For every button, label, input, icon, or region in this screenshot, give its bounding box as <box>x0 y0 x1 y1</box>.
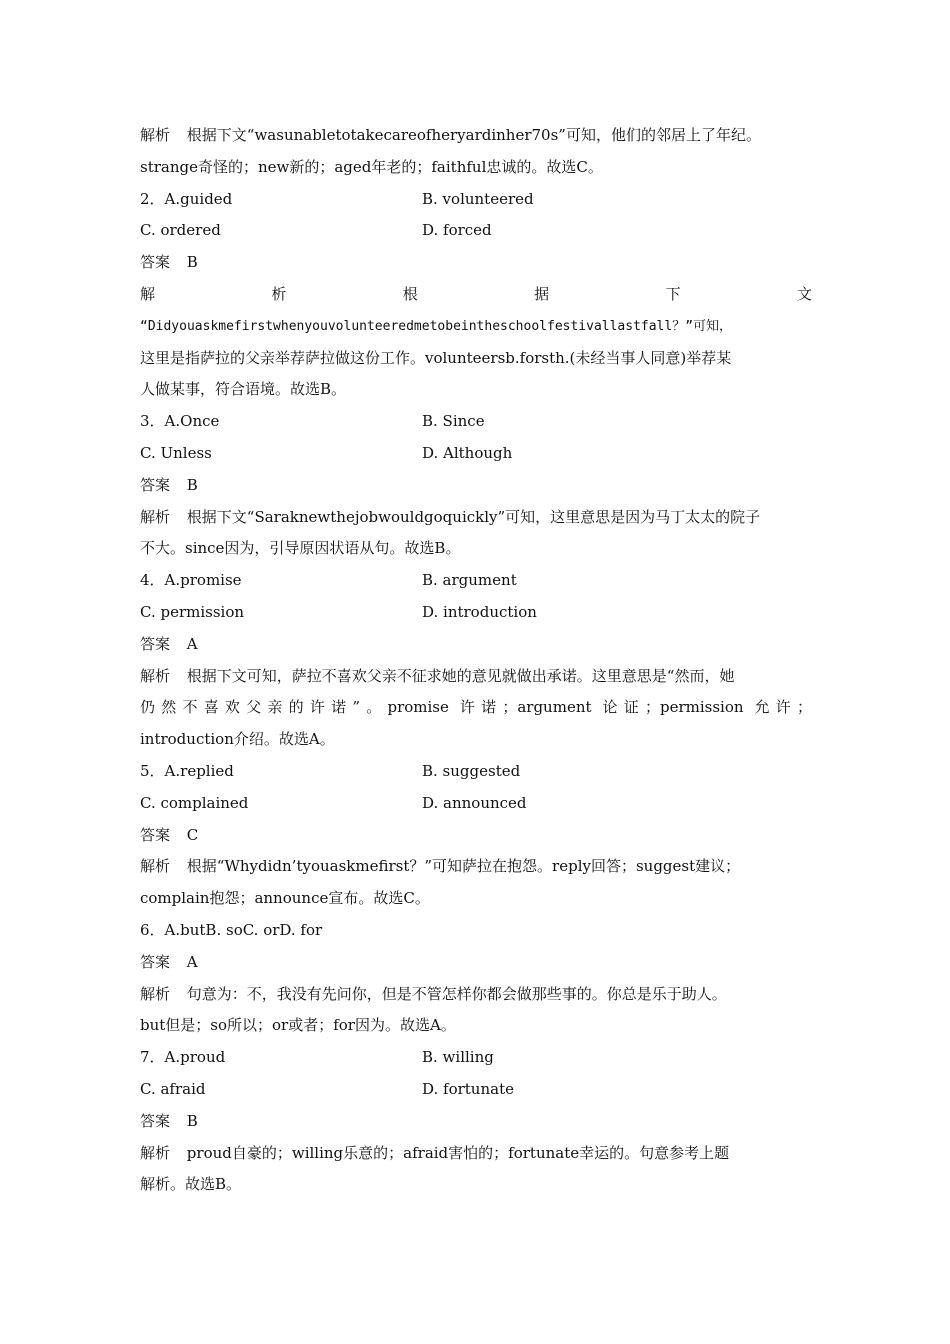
spread-char: 析 <box>271 284 287 303</box>
q3-option-a: 3．A.Once <box>140 412 220 431</box>
q6-analysis-line2: but但是；so所以；or或者；for因为。故选A。 <box>140 1016 456 1035</box>
q7-option-d: D. fortunate <box>422 1079 514 1098</box>
q3-options-row2 <box>140 438 812 470</box>
q7-analysis-line1 <box>140 1138 812 1170</box>
spread-char: 根 <box>402 284 418 303</box>
answer-label: 答案 <box>140 1111 171 1130</box>
q2-analysis-line3: 人做某事，符合语境。故选B。 <box>140 380 347 399</box>
analysis-text: 根据下文“Saraknewthejobwouldgoquickly”可知，这里意思是因为马丁太太的院子 <box>186 507 761 526</box>
q3-option-b: B. Since <box>422 412 485 431</box>
q7-options-row1 <box>140 1042 812 1074</box>
analysis-text: 根据“Whydidn’tyouaskmefirst？”可知萨拉在抱怨。reply回答；suggest建议； <box>186 857 741 876</box>
q7-option-b: B. willing <box>422 1048 494 1067</box>
q2-analysis-line2: 这里是指萨拉的父亲举荐萨拉做这份工作。volunteersb.forsth.(未经当事人同意)举荐某 <box>140 348 732 367</box>
answer-value: A <box>186 952 198 971</box>
analysis-text: 根据下文可知，萨拉不喜欢父亲不征求她的意见就做出承诺。这里意思是“然而，她 <box>186 666 735 685</box>
q7-option-c: C. afraid <box>140 1079 206 1098</box>
q4-analysis-line3: introduction介绍。故选A。 <box>140 730 335 749</box>
q5-option-d: D. announced <box>422 793 527 812</box>
analysis-label: 解析 <box>140 507 171 526</box>
answer-label: 答案 <box>140 634 171 653</box>
spread-char: 解 <box>140 284 156 303</box>
document-page <box>140 120 812 1201</box>
q3-analysis-line1 <box>140 502 812 534</box>
q4-option-a: 4．A.promise <box>140 571 242 590</box>
answer-label: 答案 <box>140 253 171 272</box>
q5-answer <box>140 820 812 852</box>
q4-analysis-line1 <box>140 661 812 693</box>
answer-value: B <box>186 475 198 494</box>
q5-options-row1 <box>140 756 812 788</box>
q4-option-b: B. argument <box>422 571 517 590</box>
q2-analysis-spread <box>140 279 812 311</box>
q7-analysis-line2: 解析。故选B。 <box>140 1175 242 1194</box>
answer-value: C <box>186 825 199 844</box>
analysis-text: 根据下文“wasunabletotakecareofheryardinher70s”可知，他们的邻居上了年纪。 <box>186 126 761 144</box>
q5-options-row2 <box>140 788 812 820</box>
answer-label: 答案 <box>140 825 171 844</box>
q7-option-a: 7．A.proud <box>140 1048 226 1067</box>
q2-options-row1 <box>140 184 812 216</box>
q2-option-a: 2．A.guided <box>140 189 233 208</box>
q3-option-d: D. Although <box>422 443 513 462</box>
q2-answer <box>140 247 812 279</box>
q1-analysis-line1 <box>140 120 812 152</box>
q7-answer <box>140 1106 812 1138</box>
q2-option-d: D. forced <box>422 221 492 240</box>
analysis-label: 解析 <box>140 984 171 1003</box>
q7-options-row2 <box>140 1074 812 1106</box>
answer-label: 答案 <box>140 952 171 971</box>
q5-option-a: 5．A.replied <box>140 761 234 780</box>
q4-options-row2 <box>140 597 812 629</box>
q4-option-c: C. permission <box>140 602 245 621</box>
q6-answer <box>140 947 812 979</box>
q4-answer <box>140 629 812 661</box>
analysis-text: proud自豪的；willing乐意的；afraid害怕的；fortunate幸运的。句意参考上题 <box>186 1143 730 1162</box>
q3-answer <box>140 470 812 502</box>
q3-option-c: C. Unless <box>140 443 212 462</box>
spread-char: 下 <box>665 284 681 303</box>
q3-analysis-line2: 不大。since因为，引导原因状语从句。故选B。 <box>140 539 461 558</box>
q4-option-d: D. introduction <box>422 602 537 621</box>
q5-analysis-line1 <box>140 851 812 883</box>
analysis-label: 解析 <box>140 666 171 685</box>
q2-options-row2 <box>140 215 812 247</box>
analysis-label: 解析 <box>140 126 171 144</box>
answer-value: B <box>186 253 198 272</box>
q6-options: 6．A.butB. soC. orD. for <box>140 920 323 939</box>
q2-option-c: C. ordered <box>140 221 221 240</box>
q4-options-row1 <box>140 565 812 597</box>
answer-value: B <box>186 1111 198 1130</box>
q2-analysis-line1: “Didyouaskmefirstwhenyouvolunteeredmetobeintheschoolfestivallastfall？”可知， <box>140 318 733 334</box>
analysis-label: 解析 <box>140 857 171 876</box>
q5-analysis-line2: complain抱怨；announce宣布。故选C。 <box>140 889 430 908</box>
spread-char: 文 <box>796 284 812 303</box>
answer-label: 答案 <box>140 475 171 494</box>
q5-option-b: B. suggested <box>422 761 521 780</box>
analysis-text: 句意为：不，我没有先问你，但是不管怎样你都会做那些事的。你总是乐于助人。 <box>186 984 727 1003</box>
q2-option-b: B. volunteered <box>422 189 534 208</box>
q3-options-row1 <box>140 406 812 438</box>
q1-analysis-line2: strange奇怪的；new新的；aged年老的；faithful忠诚的。故选C。 <box>140 157 603 176</box>
q5-option-c: C. complained <box>140 793 249 812</box>
q6-analysis-line1 <box>140 979 812 1011</box>
answer-value: A <box>186 634 198 653</box>
q4-analysis-line2: 仍然不喜欢父亲的许诺”。promise 许诺；argument 论证；permission 允许； <box>140 698 812 717</box>
spread-char: 据 <box>534 284 550 303</box>
analysis-label: 解析 <box>140 1143 171 1162</box>
